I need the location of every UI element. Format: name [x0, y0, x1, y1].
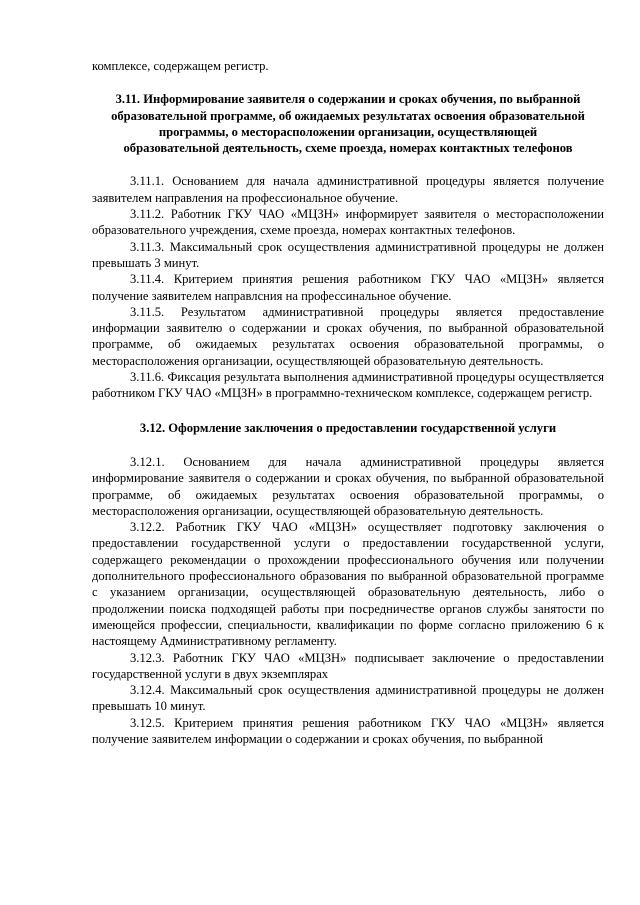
paragraph-3-11-4: 3.11.4. Критерием принятия решения работником ГКУ ЧАО «МЦЗН» является получение заявителем направлсния на профессинальное обучение.: [92, 272, 604, 303]
document-page: [92, 58, 604, 747]
section-3-12-body: [92, 454, 604, 747]
paragraph-3-12-1: 3.12.1. Основанием для начала административной процедуры является информирование заявителя о содержании и сроках обучения, по выбранной образовательной программе, об ожидаемых результатах освоения образовательной программы, о месторасположения организации, осуществляющей образовательную деятельность.: [92, 454, 604, 518]
paragraph-3-11-5: 3.11.5. Результатом административной процедуры является предоставление информации заявителю о содержании и сроках обучения, по выбранной образовательной программе, об ожидаемых результатах освоения образовательной программы, о месторасположения организации, осуществляющей образовательную деятельность.: [92, 304, 604, 368]
lead-in-text: комплексе, содержащем регистр.: [92, 59, 269, 73]
paragraph-3-12-4: 3.12.4. Максимальный срок осуществления административной процедуры не должен превышать 10 минут.: [92, 683, 604, 714]
paragraph-3-11-1: 3.11.1. Основанием для начала административной процедуры является получение заявителем направления на профессиональное обучение.: [92, 174, 604, 205]
paragraph-3-11-2: 3.11.2. Работник ГКУ ЧАО «МЦЗН» информирует заявителя о месторасположении образовательного учреждения, схеме проезда, номерах контактных телефонов.: [92, 207, 604, 238]
section-3-11-heading: 3.11. Информирование заявителя о содержании и сроках обучения, по выбранной образовательной программе, об ожидаемых результатах освоения образовательной программы, о месторасположении организации, осуществляющей образовательной деятельность, схеме проезда, номерах контактных телефонов: [111, 92, 585, 156]
section-3-12-heading: 3.12. Оформление заключения о предоставлении государственной услуги: [139, 420, 557, 435]
paragraph-3-12-3: 3.12.3. Работник ГКУ ЧАО «МЦЗН» подписывает заключение о предоставлении государственной услуги в двух экземплярах: [92, 650, 604, 681]
paragraph-3-12-5: 3.12.5. Критерием принятия решения работником ГКУ ЧАО «МЦЗН» является получение заявителем информации о содержании и сроках обучения, по выбранной: [92, 715, 604, 746]
section-3-11-body: [92, 173, 604, 401]
paragraph-3-11-3: 3.11.3. Максимальный срок осуществления административной процедуры не должен превышать 3 минут.: [92, 239, 604, 270]
paragraph-3-12-2: 3.12.2. Работник ГКУ ЧАО «МЦЗН» осуществляет подготовку заключения о предоставлении государственной услуги о предоставлении государственной услуги, содержащего рекомендации о прохождении профессионального обучения или получении дополнительного профессионального образования по выбранной образовательной программе с указанием организации, осуществляющей образовательную деятельность, либо о продолжении поиска подходящей работы при посредничестве органов службы занятости по имеющейся профессии, специальности, квалификации по форме согласно приложению 6 к настоящему Административному регламенту.: [92, 520, 604, 649]
paragraph-3-11-6: 3.11.6. Фиксация результата выполнения административной процедуры осуществляется работником ГКУ ЧАО «МЦЗН» в программно-техническом комплексе, содержащем регистр.: [92, 370, 604, 401]
